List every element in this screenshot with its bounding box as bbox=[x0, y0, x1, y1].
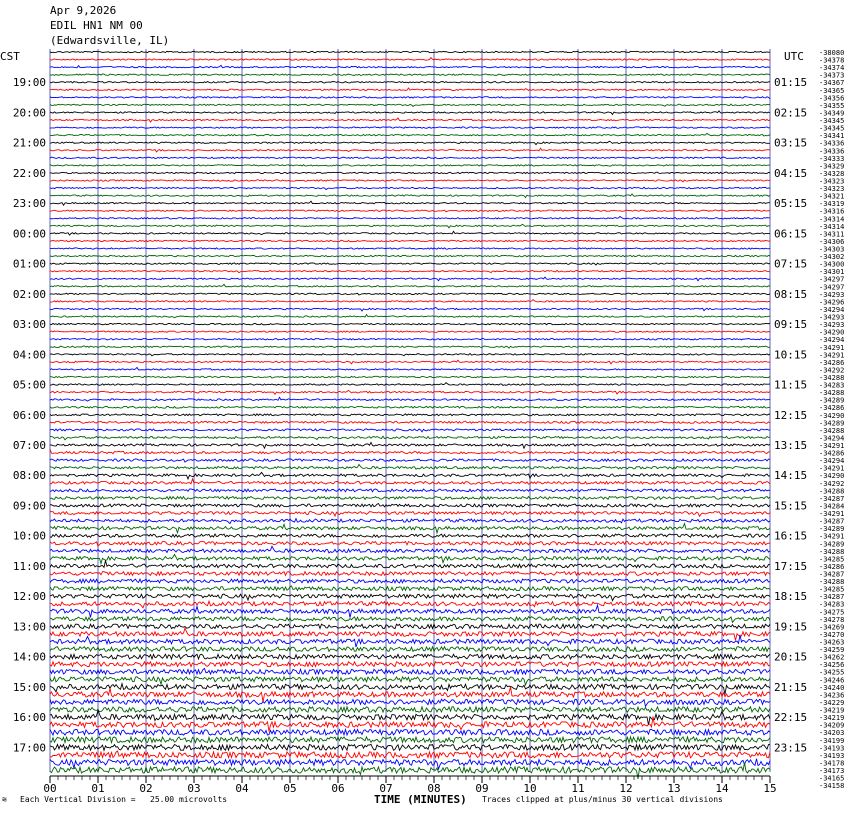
trace-line-black bbox=[50, 504, 770, 507]
x-tick-label: 08 bbox=[427, 782, 441, 795]
trace-line-blue bbox=[50, 579, 770, 583]
trace-mean-label: -34288 bbox=[819, 578, 845, 587]
right-hour-label: 12:15 bbox=[774, 408, 808, 422]
trace-mean-label: -34303 bbox=[819, 245, 845, 254]
trace-line-black bbox=[50, 383, 770, 386]
trace-line-black bbox=[50, 442, 770, 448]
trace-line-green bbox=[50, 586, 770, 591]
trace-mean-label: -34203 bbox=[819, 729, 845, 738]
x-tick-label: 05 bbox=[283, 782, 297, 795]
left-hour-label: 16:00 bbox=[12, 711, 46, 725]
left-hour-label: 09:00 bbox=[12, 499, 46, 513]
trace-line-black bbox=[50, 654, 770, 659]
trace-mean-label: -34283 bbox=[819, 381, 845, 390]
trace-mean-label: -34286 bbox=[819, 449, 845, 458]
trace-line-red bbox=[50, 601, 770, 608]
trace-line-black bbox=[50, 201, 770, 205]
trace-mean-label: -34291 bbox=[819, 343, 845, 352]
trace-mean-label: -34286 bbox=[819, 404, 845, 413]
x-tick-label: 14 bbox=[715, 782, 729, 795]
trace-mean-label: -34288 bbox=[819, 389, 845, 398]
right-hour-label: 16:15 bbox=[774, 529, 808, 543]
trace-line-black bbox=[50, 414, 770, 416]
trace-mean-label: -34291 bbox=[819, 442, 845, 451]
trace-line-red bbox=[50, 751, 770, 758]
trace-line-green bbox=[50, 496, 770, 499]
left-hour-label: 11:00 bbox=[12, 559, 46, 573]
left-hour-label: 03:00 bbox=[12, 318, 46, 332]
trace-line-black bbox=[50, 82, 770, 84]
trace-mean-label: -34291 bbox=[819, 532, 845, 541]
trace-line-red bbox=[50, 479, 770, 484]
x-tick-label: 06 bbox=[331, 782, 345, 795]
trace-mean-label: -34278 bbox=[819, 615, 845, 624]
trace-mean-label: -34293 bbox=[819, 290, 845, 299]
trace-mean-label: -34256 bbox=[819, 661, 845, 670]
trace-mean-label: -34336 bbox=[819, 147, 845, 156]
trace-line-blue bbox=[50, 459, 770, 462]
trace-mean-label: -34165 bbox=[819, 774, 845, 783]
x-tick-label: 01 bbox=[91, 782, 105, 795]
trace-line-blue bbox=[50, 248, 770, 249]
trace-mean-label: -34283 bbox=[819, 600, 845, 609]
trace-mean-label: -34158 bbox=[819, 782, 845, 791]
trace-mean-label: -34336 bbox=[819, 139, 845, 148]
left-hour-label: 15:00 bbox=[12, 680, 46, 694]
trace-mean-label: -34289 bbox=[819, 396, 845, 405]
trace-mean-label: -34292 bbox=[819, 479, 845, 488]
trace-line-red bbox=[50, 240, 770, 241]
location-label: (Edwardsville, IL) bbox=[50, 34, 170, 47]
trace-line-red bbox=[50, 88, 770, 91]
trace-mean-label: -34290 bbox=[819, 328, 845, 337]
x-tick-label: 00 bbox=[43, 782, 57, 795]
trace-mean-label: -34285 bbox=[819, 585, 845, 594]
x-tick-label: 07 bbox=[379, 782, 393, 795]
trace-mean-label: -34311 bbox=[819, 230, 845, 239]
trace-mean-label: -34286 bbox=[819, 358, 845, 367]
trace-line-black bbox=[50, 141, 770, 145]
trace-line-green bbox=[50, 464, 770, 469]
trace-mean-label: -34314 bbox=[819, 215, 845, 224]
trace-line-blue bbox=[50, 97, 770, 99]
trace-mean-label: -34301 bbox=[819, 268, 845, 277]
trace-mean-label: -34296 bbox=[819, 298, 845, 307]
trace-mean-label: -34219 bbox=[819, 706, 845, 715]
date-label: Apr 9,2026 bbox=[50, 4, 117, 17]
left-hour-label: 22:00 bbox=[12, 166, 46, 180]
trace-line-red bbox=[50, 180, 770, 182]
trace-mean-label: -34329 bbox=[819, 162, 845, 171]
trace-line-black bbox=[50, 353, 770, 355]
trace-mean-label: -34275 bbox=[819, 608, 845, 617]
trace-line-black bbox=[50, 472, 770, 479]
clip-note: Traces clipped at plus/minus 30 vertical divisions bbox=[482, 795, 723, 804]
trace-line-blue bbox=[50, 635, 770, 647]
left-hour-label: 17:00 bbox=[12, 741, 46, 755]
trace-line-green bbox=[50, 406, 770, 408]
trace-mean-label: -34294 bbox=[819, 305, 845, 314]
trace-line-green bbox=[50, 376, 770, 378]
trace-mean-label: -34323 bbox=[819, 185, 845, 194]
trace-mean-label: -34289 bbox=[819, 525, 845, 534]
trace-line-red bbox=[50, 390, 770, 394]
x-tick-label: 10 bbox=[523, 782, 537, 795]
trace-line-blue bbox=[50, 546, 770, 553]
left-hour-label: 10:00 bbox=[12, 529, 46, 543]
trace-line-black bbox=[50, 263, 770, 265]
x-tick-label: 09 bbox=[475, 782, 489, 795]
trace-line-black bbox=[50, 51, 770, 52]
trace-mean-label: -34240 bbox=[819, 683, 845, 692]
trace-line-red bbox=[50, 300, 770, 303]
trace-line-red bbox=[50, 270, 770, 272]
left-hour-label: 00:00 bbox=[12, 227, 46, 241]
trace-line-red bbox=[50, 210, 770, 212]
trace-mean-label: -34236 bbox=[819, 691, 845, 700]
trace-line-green bbox=[50, 165, 770, 166]
right-hour-label: 11:15 bbox=[774, 378, 808, 392]
right-hour-label: 01:15 bbox=[774, 76, 808, 90]
trace-mean-label: -34345 bbox=[819, 117, 845, 126]
right-hour-label: 02:15 bbox=[774, 106, 808, 120]
trace-line-black bbox=[50, 323, 770, 324]
trace-line-black bbox=[50, 231, 770, 235]
trace-mean-label: -34193 bbox=[819, 751, 845, 760]
trace-mean-label: -34341 bbox=[819, 132, 845, 141]
trace-mean-label: -34349 bbox=[819, 109, 845, 118]
left-hour-label: 07:00 bbox=[12, 439, 46, 453]
x-tick-label: 02 bbox=[139, 782, 153, 795]
trace-line-green bbox=[50, 194, 770, 198]
trace-line-blue bbox=[50, 669, 770, 675]
trace-line-blue bbox=[50, 367, 770, 370]
trace-line-red bbox=[50, 628, 770, 640]
logo-mark: ≋ bbox=[2, 795, 7, 804]
right-axis-title: UTC bbox=[784, 50, 804, 63]
trace-mean-label: -34269 bbox=[819, 623, 845, 632]
left-hour-label: 14:00 bbox=[12, 650, 46, 664]
trace-line-black bbox=[50, 710, 770, 725]
scale-note: Each Vertical Division = 25.00 microvolts bbox=[20, 795, 228, 804]
trace-line-red bbox=[50, 542, 770, 546]
trace-line-green bbox=[50, 315, 770, 318]
trace-line-green bbox=[50, 224, 770, 228]
right-hour-label: 15:15 bbox=[774, 499, 808, 513]
trace-line-green bbox=[50, 255, 770, 257]
trace-mean-label: -34229 bbox=[819, 698, 845, 707]
trace-line-blue bbox=[50, 277, 770, 281]
station-label: EDIL HN1 NM 00 bbox=[50, 19, 143, 32]
trace-line-black bbox=[50, 624, 770, 628]
trace-mean-label: -34289 bbox=[819, 540, 845, 549]
x-tick-label: 04 bbox=[235, 782, 249, 795]
left-hour-label: 12:00 bbox=[12, 590, 46, 604]
trace-mean-label: -34293 bbox=[819, 321, 845, 330]
trace-mean-label: -34291 bbox=[819, 464, 845, 473]
trace-line-green bbox=[50, 74, 770, 76]
x-tick-label: 11 bbox=[571, 782, 585, 795]
trace-mean-label: -34287 bbox=[819, 593, 845, 602]
trace-mean-label: -34199 bbox=[819, 736, 845, 745]
trace-mean-label: -34319 bbox=[819, 200, 845, 209]
trace-mean-label: -34288 bbox=[819, 547, 845, 556]
trace-mean-label: -34287 bbox=[819, 570, 845, 579]
trace-mean-label: -34286 bbox=[819, 562, 845, 571]
trace-mean-label: -34288 bbox=[819, 373, 845, 382]
trace-line-blue bbox=[50, 338, 770, 340]
trace-mean-label: -34288 bbox=[819, 426, 845, 435]
right-hour-label: 03:15 bbox=[774, 136, 808, 150]
trace-line-blue bbox=[50, 397, 770, 401]
trace-line-blue bbox=[50, 759, 770, 769]
trace-line-blue bbox=[50, 489, 770, 492]
trace-line-red bbox=[50, 662, 770, 667]
trace-mean-label: -34287 bbox=[819, 494, 845, 503]
right-hour-label: 07:15 bbox=[774, 257, 808, 271]
trace-mean-label: -34294 bbox=[819, 457, 845, 466]
trace-line-red bbox=[50, 118, 770, 122]
left-hour-label: 05:00 bbox=[12, 378, 46, 392]
trace-mean-label: -34255 bbox=[819, 668, 845, 677]
left-hour-label: 13:00 bbox=[12, 620, 46, 634]
right-hour-label: 08:15 bbox=[774, 287, 808, 301]
trace-mean-label: -34300 bbox=[819, 260, 845, 269]
trace-line-green bbox=[50, 133, 770, 136]
x-axis-title: TIME (MINUTES) bbox=[374, 793, 467, 806]
left-hour-label: 23:00 bbox=[12, 197, 46, 211]
trace-mean-label: -34333 bbox=[819, 154, 845, 163]
trace-line-blue bbox=[50, 729, 770, 735]
trace-mean-label: -34345 bbox=[819, 124, 845, 133]
trace-line-green bbox=[50, 647, 770, 652]
trace-line-black bbox=[50, 172, 770, 174]
trace-mean-label: -34365 bbox=[819, 86, 845, 95]
trace-mean-label: -34367 bbox=[819, 79, 845, 88]
left-hour-label: 01:00 bbox=[12, 257, 46, 271]
right-hour-label: 21:15 bbox=[774, 680, 808, 694]
trace-line-blue bbox=[50, 519, 770, 524]
trace-mean-label: -34209 bbox=[819, 721, 845, 730]
trace-mean-label: -34297 bbox=[819, 275, 845, 284]
left-hour-label: 04:00 bbox=[12, 348, 46, 362]
trace-line-red bbox=[50, 421, 770, 423]
trace-mean-label: -34302 bbox=[819, 253, 845, 262]
trace-mean-label: -34193 bbox=[819, 744, 845, 753]
trace-mean-label: -34270 bbox=[819, 630, 845, 639]
x-tick-label: 12 bbox=[619, 782, 633, 795]
trace-line-black bbox=[50, 744, 770, 750]
trace-line-red bbox=[50, 148, 770, 152]
left-hour-label: 21:00 bbox=[12, 136, 46, 150]
trace-line-green bbox=[50, 707, 770, 712]
trace-line-green bbox=[50, 737, 770, 743]
trace-mean-label: -34292 bbox=[819, 366, 845, 375]
left-hour-label: 06:00 bbox=[12, 408, 46, 422]
trace-line-green bbox=[50, 617, 770, 623]
left-hour-label: 20:00 bbox=[12, 106, 46, 120]
left-hour-label: 08:00 bbox=[12, 469, 46, 483]
trace-mean-label: -34293 bbox=[819, 313, 845, 322]
trace-mean-label: -34306 bbox=[819, 237, 845, 246]
trace-line-green bbox=[50, 554, 770, 563]
left-hour-label: 02:00 bbox=[12, 287, 46, 301]
trace-line-green bbox=[50, 284, 770, 287]
trace-line-blue bbox=[50, 605, 770, 617]
trace-mean-label: -34373 bbox=[819, 71, 845, 80]
trace-line-red bbox=[50, 572, 770, 576]
trace-line-black bbox=[50, 111, 770, 115]
trace-mean-label: -34328 bbox=[819, 169, 845, 178]
right-hour-label: 05:15 bbox=[774, 197, 808, 211]
right-hour-label: 04:15 bbox=[774, 166, 808, 180]
x-tick-label: 15 bbox=[763, 782, 777, 795]
trace-line-blue bbox=[50, 307, 770, 311]
trace-line-red bbox=[50, 331, 770, 332]
trace-line-red bbox=[50, 449, 770, 453]
trace-line-green bbox=[50, 436, 770, 440]
trace-mean-label: -34378 bbox=[819, 56, 845, 65]
trace-line-black bbox=[50, 594, 770, 600]
right-hour-label: 20:15 bbox=[774, 650, 808, 664]
trace-line-blue bbox=[50, 429, 770, 432]
right-hour-label: 19:15 bbox=[774, 620, 808, 634]
right-hour-label: 18:15 bbox=[774, 590, 808, 604]
trace-mean-label: -34374 bbox=[819, 64, 845, 73]
trace-line-black bbox=[50, 561, 770, 568]
trace-line-blue bbox=[50, 699, 770, 706]
trace-line-black bbox=[50, 534, 770, 537]
right-hour-label: 10:15 bbox=[774, 348, 808, 362]
trace-mean-label: -34323 bbox=[819, 177, 845, 186]
trace-line-black bbox=[50, 684, 770, 695]
trace-mean-label: -34294 bbox=[819, 336, 845, 345]
trace-line-green bbox=[50, 677, 770, 685]
right-hour-label: 13:15 bbox=[774, 439, 808, 453]
trace-mean-label: -34259 bbox=[819, 646, 845, 655]
trace-line-red bbox=[50, 58, 770, 61]
trace-line-blue bbox=[50, 157, 770, 158]
trace-mean-label: -34321 bbox=[819, 192, 845, 201]
right-hour-label: 23:15 bbox=[774, 741, 808, 755]
trace-mean-label: -34290 bbox=[819, 411, 845, 420]
trace-mean-label: -34291 bbox=[819, 351, 845, 360]
trace-mean-label: -38080 bbox=[819, 49, 845, 57]
trace-line-green bbox=[50, 524, 770, 533]
trace-mean-label: -34284 bbox=[819, 502, 845, 511]
trace-mean-label: -34178 bbox=[819, 759, 845, 768]
trace-mean-label: -34219 bbox=[819, 714, 845, 723]
trace-line-red bbox=[50, 360, 770, 364]
trace-mean-label: -34297 bbox=[819, 283, 845, 292]
trace-mean-label: -34173 bbox=[819, 767, 845, 775]
trace-mean-label: -34355 bbox=[819, 101, 845, 110]
right-hour-label: 09:15 bbox=[774, 318, 808, 332]
trace-mean-label: -34291 bbox=[819, 510, 845, 519]
right-hour-label: 06:15 bbox=[774, 227, 808, 241]
left-hour-label: 19:00 bbox=[12, 76, 46, 90]
trace-mean-label: -34246 bbox=[819, 676, 845, 685]
trace-mean-label: -34289 bbox=[819, 419, 845, 428]
x-tick-label: 03 bbox=[187, 782, 201, 795]
trace-line-black bbox=[50, 293, 770, 295]
trace-mean-label: -34285 bbox=[819, 555, 845, 564]
trace-mean-label: -34263 bbox=[819, 638, 845, 647]
trace-mean-label: -34316 bbox=[819, 207, 845, 216]
trace-mean-label: -34262 bbox=[819, 653, 845, 662]
trace-line-red bbox=[50, 512, 770, 517]
trace-mean-label: -34288 bbox=[819, 487, 845, 496]
right-hour-label: 17:15 bbox=[774, 559, 808, 573]
trace-mean-label: -34290 bbox=[819, 472, 845, 481]
trace-mean-label: -34356 bbox=[819, 94, 845, 103]
x-tick-label: 13 bbox=[667, 782, 681, 795]
trace-line-blue bbox=[50, 216, 770, 219]
trace-line-green bbox=[50, 104, 770, 106]
trace-line-green bbox=[50, 346, 770, 348]
right-hour-label: 22:15 bbox=[774, 711, 808, 725]
trace-line-blue bbox=[50, 127, 770, 129]
trace-mean-label: -34287 bbox=[819, 517, 845, 526]
left-axis-title: CST bbox=[0, 50, 20, 63]
right-hour-label: 14:15 bbox=[774, 469, 808, 483]
trace-mean-label: -34314 bbox=[819, 222, 845, 231]
trace-mean-label: -34294 bbox=[819, 434, 845, 443]
trace-line-blue bbox=[50, 65, 770, 68]
trace-line-blue bbox=[50, 187, 770, 189]
